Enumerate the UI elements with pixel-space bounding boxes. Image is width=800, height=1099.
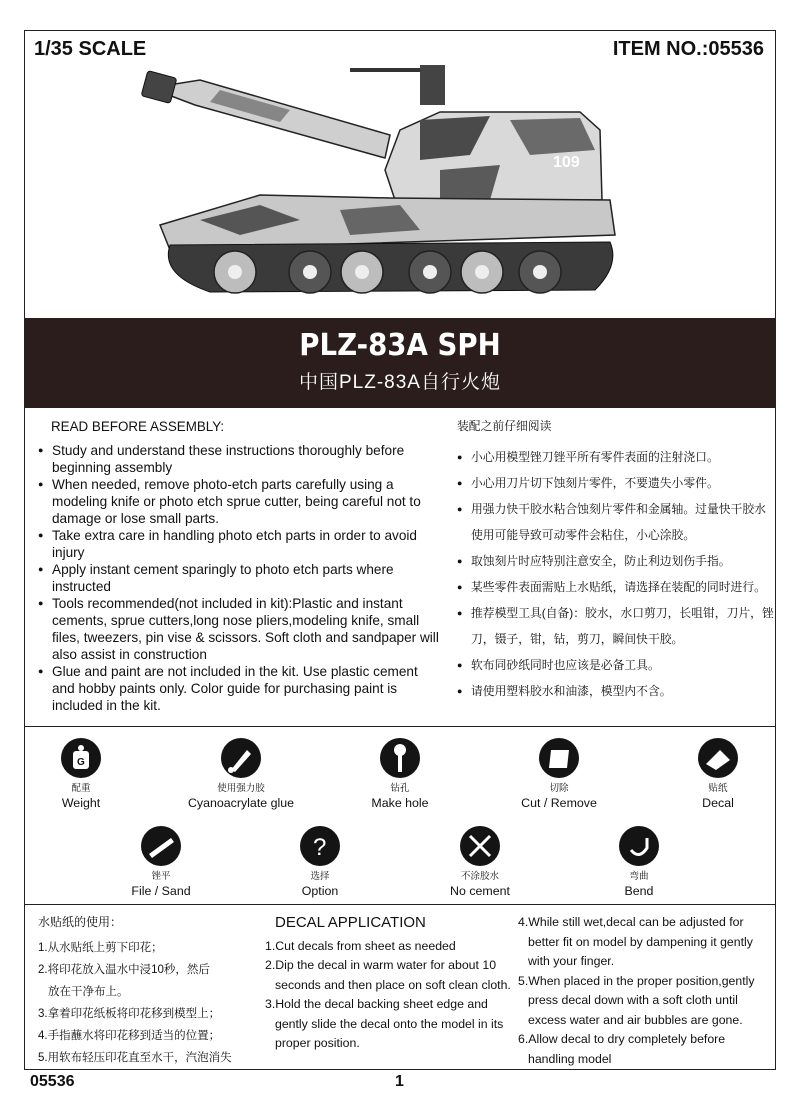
decal-application-en-2: 4.While still wet,decal can be adjusted for better fit on model by dampening it gently with your finger. 5.When placed in the proper position,gently press decal down with a soft cloth until excess water and air bubbles are gone. 6.Allow decal to dry completely before handling model <box>518 915 755 1066</box>
no-cement-icon <box>460 826 500 866</box>
drill-icon <box>380 738 420 778</box>
list-item: ● 用强力快干胶水粘合蚀刻片零件和金属轴。过量快干胶水使用可能导致可动零件会粘住，小心涂胶。 <box>457 496 777 548</box>
list-item: ● 请使用塑料胶水和油漆，模型内不含。 <box>457 678 777 704</box>
glue-icon <box>221 738 261 778</box>
legend-bend: 弯曲 Bend <box>579 826 699 898</box>
list-item: ● 小心用模型锉刀锉平所有零件表面的注射浇口。 <box>457 444 777 470</box>
scale-label: 1/35 SCALE <box>34 38 147 60</box>
read-before-heading-zh: 装配之前仔细阅读 <box>457 419 552 433</box>
list-item: ● When needed, remove photo-etch parts carefully using a modeling knife or photo etch sprue cutter, being careful not to damage or lose small parts. <box>36 476 441 527</box>
legend-cut: 切除 Cut / Remove <box>499 738 619 810</box>
list-item: ● 某些零件表面需贴上水贴纸，请选择在装配的同时进行。 <box>457 574 777 600</box>
tank-number: 109 <box>553 154 580 171</box>
list-item: ● Take extra care in handling photo etch parts in order to avoid injury <box>36 527 441 561</box>
legend-no-cement: 不涂胶水 No cement <box>420 826 540 898</box>
svg-text:G: G <box>77 757 85 768</box>
model-title: PLZ-83A SPH <box>299 328 501 363</box>
footer-code: 05536 <box>30 1073 75 1090</box>
list-item: ● Study and understand these instructions thoroughly before beginning assembly <box>36 442 441 476</box>
legend-glue: 使用强力胶 Cyanoacrylate glue <box>181 738 301 810</box>
list-item: ● 软布同砂纸同时也应该是必备工具。 <box>457 652 777 678</box>
list-item: ● Tools recommended(not included in kit):Plastic and instant cements, sprue cutters,long nose pliers,modeling knife, small files, tweezers, pin vise & scissors. Soft cloth and sandpaper will also assist in construction <box>36 595 441 663</box>
model-subtitle-zh: 中国PLZ-83A自行火炮 <box>299 372 501 393</box>
divider <box>24 904 776 905</box>
read-before-assembly <box>36 418 441 714</box>
question-icon <box>300 826 340 866</box>
bend-icon <box>619 826 659 866</box>
legend-make-hole: 钻孔 Make hole <box>340 738 460 810</box>
item-number: ITEM NO.:05536 <box>612 38 764 60</box>
legend-decal: 贴纸 Decal <box>658 738 778 810</box>
svg-text:?: ? <box>313 834 327 861</box>
read-before-heading: READ BEFORE ASSEMBLY: <box>51 419 225 434</box>
legend-option: ? 选择 Option <box>260 826 380 898</box>
decal-instructions-zh: 水贴纸的使用： 1.从水贴纸上剪下印花； 2.将印花放入温水中浸10秒，然后 放在干净布上。 3.拿着印花纸板将印花移到模型上； 4.手指蘸水将印花移到适当的位置； 5.用软布轻压印花直至水干，汽泡消失 <box>38 915 232 1064</box>
cut-icon <box>539 738 579 778</box>
weight-icon <box>61 738 101 778</box>
decal-icon <box>698 738 738 778</box>
divider <box>24 726 776 727</box>
legend-weight: G 配重 Weight <box>21 738 141 810</box>
list-item: ● 取蚀刻片时应特别注意安全，防止利边划伤手指。 <box>457 548 777 574</box>
legend-file: 锉平 File / Sand <box>101 826 221 898</box>
list-item: ● Glue and paint are not included in the kit. Use plastic cement and hobby paints only. Color guide for purchasing paint is included in the kit. <box>36 663 441 714</box>
tank-illustration <box>140 60 620 305</box>
page-number: 1 <box>395 1073 404 1090</box>
list-item: ● 小心用刀片切下蚀刻片零件，不要遗失小零件。 <box>457 470 777 496</box>
file-icon <box>141 826 181 866</box>
title-banner <box>25 318 775 408</box>
list-item: ● 推荐模型工具(自备)：胶水，水口剪刀，长咀钳，刀片，锉刀，镊子，钳，钻，剪刀，瞬间快干胶。 <box>457 600 777 652</box>
list-item: ● Apply instant cement sparingly to photo etch parts where instructed <box>36 561 441 595</box>
decal-application-en: DECAL APPLICATION 1.Cut decals from sheet as needed 2.Dip the decal in warm water for about 10 seconds and then place on soft clean cloth. 3.Hold the decal backing sheet edge and gently slide the decal onto the model in its proper position. <box>265 913 520 1054</box>
read-before-assembly-zh <box>457 418 777 704</box>
decal-heading: DECAL APPLICATION <box>275 914 426 931</box>
